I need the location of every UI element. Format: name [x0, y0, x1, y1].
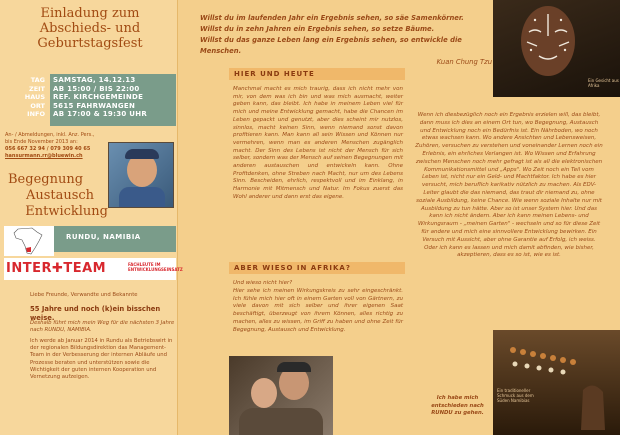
beads-caption: Ein traditioneller Schmuck aus dem Süden Namibias — [497, 388, 534, 403]
face-paint-pattern — [521, 6, 575, 76]
couple-photo — [229, 356, 333, 435]
decision-note: Ich habe mich entschieden nach RUNDU zu gehen. — [431, 395, 484, 416]
left-panel — [0, 0, 183, 435]
tribal-caption: Ein Gesicht aus Afrika — [588, 78, 619, 88]
body-wieso-question: Und wieso nicht hier? — [233, 280, 293, 286]
subtitle-3: Entwicklung — [25, 204, 108, 219]
headline-55: 55 Jahre und noch (k)ein bisschen weise. — [30, 305, 161, 322]
quote-block: Willst du im laufenden Jahr ein Ergebnis sehen, so säe Samenkörner. Willst du in zehn Jahren ein Ergebnis sehen, so setze Bäume. Willst du das ganze Leben lang ein Ergebnis sehen, so entwickle die Menschen. Kuan Chung Tzu — [200, 13, 500, 68]
title-line-2: Abschieds- und — [39, 21, 141, 36]
portrait-photo — [108, 142, 174, 208]
subtitle-1: Begegnung — [8, 172, 84, 187]
body-wieso-afrika: Hier sehe ich meinen Wirkungskreis zu sehr eingeschränkt. Ich fühle mich hier oft in einem Garten voll von Gärtnern, zu viele davon mit sich selber und ihrer eigenen Saat beschäftigt, überzeugt von ihrem Können, alles richtig zu machen, alles zu wissen, im Griff zu haben und ohne Zeit für Begegnung, Austausch und Entwicklung. — [233, 288, 403, 333]
bead-jewelry-photo — [493, 330, 620, 435]
heading-hier-und-heute: HIER UND HEUTE — [229, 68, 405, 80]
event-info-box — [4, 74, 176, 126]
beads-pattern — [493, 330, 620, 435]
africa-map-icon — [4, 226, 54, 256]
body-hier-und-heute: Manchmal macht es mich traurig, dass ich nicht mehr von mir, von dem was ich bin und was mich ausmacht, weiter geben kann, das bleibt. Ich habe in meinem Leben viel für mich und meine Entwicklung gemacht, habe die Chancen im Leben gepackt und genutzt, aber dies scheint mir nutzlos, sinnlos, macht keinen Sinn, wenn niemand sonst davon profitieren kann. Man kann all sein Wissen und Können nur vermehren, wenn man es anderen Menschen zugänglich macht. Der Sinn des Lebens ist nicht der Mensch für sich selber, sondern was der Mensch auf seinen Begegnungen mit anderen austauschen und entwickeln kann. Ohne Profitdenken, ohne Streben nach Macht, nur um des Lebens Sinn. Bescheiden, ehrlich, respektvoll und im Einklang, in Harmonie mit Mitmensch und Natur. Im Fokus zuerst das Wohl anderer und dann erst das eigene. — [233, 86, 403, 200]
heading-wieso-afrika: ABER WIESO IN AFRIKA? — [229, 262, 405, 274]
tribal-face-photo — [493, 0, 620, 97]
rsvp-block: An- / Abmeldungen, inkl. Anz. Pers., bis Ende November 2013 an: 056 667 32 94 / 079 309 40 65 hansurmann.rr@bluewin.ch — [5, 132, 105, 160]
title-line-3: Geburtstagsfest — [37, 36, 143, 51]
quote-author: Kuan Chung Tzu — [436, 58, 492, 66]
info-labels: TAG ZEIT HAUS ORT INFO — [24, 76, 45, 118]
info-values: SAMSTAG, 14.12.13 AB 15:00 / BIS 22:00 REF. KIRCHGEMEINDE 5615 FAHRWANGEN AB 17:00 & 19:30 UHR — [50, 74, 176, 126]
email-link[interactable]: hansurmann.rr@bluewin.ch — [5, 153, 83, 159]
right-paragraph: Wenn ich diesbezüglich noch ein Ergebnis erzielen will, das bleibt, dann muss ich dies an einem Ort tun, wo Begegnung, Austausch und Entwicklung noch ein Bedürfnis ist. Ein Nährboden, wo noch etwas wachsen kann. Wo andere Ansichten und Lebensweisen, Zuhören, versuchen zu verstehen und voneinander Lernen noch ein Erlebnis, ein ehrliches Verlangen ist. Wo Wissen und Erfahrung zwischen Menschen noch mehr gefragt ist als all die elektronischen Kommunikationsmittel und „Apps". Wo Zeit noch ein Teil vom Leben ist, nicht nur ein Geld- und Machtfaktor. Ich habe es hier versucht, mich beruflich karikativ nützlich zu machen. Als EDV-Leiter glaubt die das niemand, das traut dir niemand zu, ohne soziale Ausbildung, keine Chance. Wie wenn soziale Inhalte nur mit Ausbildung zu tun hätte. Aber so ist unser System hier. Und das kann ich nicht ändern. Aber ich kann meinen Lebens- und Wirkungsraum - „meinen Garten" - wechseln und so für diese Zeit für andere und mich eine sinnvollere Entwicklung bewirken. Ein Versuch mit Aussicht, aber ohne Garantie auf Erfolg, ich weiss. Oder ich kann es lassen und mich damit abfinden, wie bisher, akzeptieren, dass es so ist, wie es ist. — [415, 112, 603, 259]
title-line-1: Einladung zum — [40, 6, 140, 21]
subtitle-2: Austausch — [25, 188, 95, 203]
job-paragraph: Ich werde ab Januar 2014 in Rundu als Betriebswirt in der regionalen Bildungsdirektion das Management-Team in der Verbesserung der internen Abläufe und Prozesse beraten und unterstützen sowie die Wichtigkeit der guten internen Kooperation und Vernetzung aufzeigen. — [30, 338, 173, 381]
interteam-logo: INTER✚TEAM FACHLEUTE IM ENTWICKLUNGSEINSATZ — [4, 258, 176, 280]
intro-paragraph: Deshalb führt mich mein Weg für die nächsten 3 Jahre nach RUNDU, NAMIBIA. — [30, 320, 175, 334]
greeting: Liebe Freunde, Verwandte und Bekannte — [30, 292, 138, 298]
location-bar: RUNDU, NAMIBIA — [4, 226, 176, 252]
